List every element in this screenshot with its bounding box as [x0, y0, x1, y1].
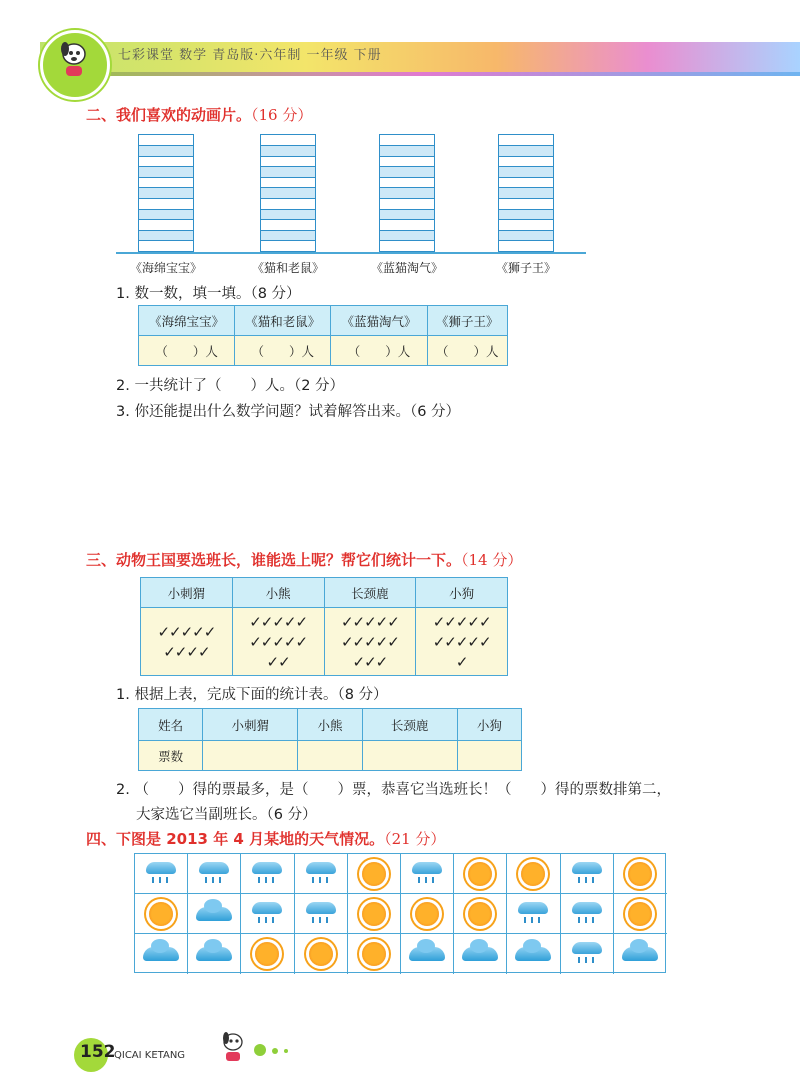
bar-column[interactable] — [260, 134, 316, 252]
stat-header: 长颈鹿 — [362, 709, 457, 741]
rain-icon — [570, 902, 604, 926]
cloud-icon — [462, 947, 498, 961]
rain-icon — [304, 902, 338, 926]
vote-input-cell[interactable] — [457, 741, 521, 771]
weather-cell — [507, 934, 560, 974]
tick-line: ✓✓✓✓✓ — [157, 622, 216, 641]
bar-column[interactable] — [138, 134, 194, 252]
weather-cell — [348, 894, 401, 934]
bar-cell[interactable] — [499, 178, 553, 189]
dog-mascot-icon — [56, 40, 92, 80]
cloud-icon — [196, 947, 232, 961]
weather-cell — [507, 894, 560, 934]
bar-cell[interactable] — [499, 241, 553, 252]
cloud-icon — [515, 947, 551, 961]
bar-cell[interactable] — [380, 241, 434, 252]
sun-icon — [309, 942, 333, 966]
tick-line: ✓✓✓✓✓ — [249, 612, 308, 631]
question-3-1: 1. 根据上表，完成下面的统计表。（8 分） — [116, 687, 388, 703]
weather-grid — [134, 853, 666, 973]
weather-cell — [188, 934, 241, 974]
bar-cell[interactable] — [261, 210, 315, 221]
weather-cell — [241, 854, 294, 894]
bar-cell[interactable] — [380, 146, 434, 157]
bar-cell[interactable] — [261, 231, 315, 242]
chart-baseline — [116, 252, 586, 254]
bar-column[interactable] — [379, 134, 435, 252]
bar-cell[interactable] — [261, 157, 315, 168]
sun-icon — [255, 942, 279, 966]
page-number: 152 — [80, 1042, 116, 1062]
cartoon-count-table — [138, 305, 508, 366]
weather-cell — [295, 894, 348, 934]
tick-line: ✓✓✓✓✓ — [432, 612, 491, 631]
bar-cell[interactable] — [139, 157, 193, 168]
sun-icon — [628, 902, 652, 926]
section-3-points: （14 分） — [461, 551, 523, 569]
weather-cell — [561, 854, 614, 894]
bar-cell[interactable] — [139, 178, 193, 189]
stat-header: 姓名 — [139, 709, 203, 741]
tick-line: ✓✓✓✓✓ — [249, 632, 308, 651]
bar-cell[interactable] — [139, 199, 193, 210]
bar-cell[interactable] — [139, 241, 193, 252]
bar-cell[interactable] — [380, 157, 434, 168]
rain-icon — [570, 942, 604, 966]
section-2-points: （16 分） — [251, 106, 313, 124]
tick-cell — [324, 608, 416, 676]
answer-cell[interactable]: （ ）人 — [427, 336, 507, 366]
weather-cell — [188, 894, 241, 934]
bar-cell[interactable] — [139, 167, 193, 178]
cloud-icon — [622, 947, 658, 961]
bar-cell[interactable] — [380, 220, 434, 231]
sun-icon — [468, 902, 492, 926]
answer-cell[interactable]: （ ）人 — [139, 336, 235, 366]
header-cell: 《海绵宝宝》 — [139, 306, 235, 336]
question-3-2-line2: 大家选它当副班长。（6 分） — [136, 807, 317, 823]
section-3-title — [86, 549, 522, 570]
section-2-title — [86, 104, 312, 125]
tick-line: ✓✓✓✓✓ — [340, 612, 399, 631]
bar-cell[interactable] — [380, 178, 434, 189]
bar-cell[interactable] — [380, 210, 434, 221]
bar-cell[interactable] — [380, 135, 434, 146]
sun-icon — [362, 902, 386, 926]
tick-cell — [232, 608, 324, 676]
weather-cell — [401, 894, 454, 934]
sun-icon — [362, 942, 386, 966]
header-cell: 《狮子王》 — [427, 306, 507, 336]
weather-cell — [348, 854, 401, 894]
vote-stat-table — [138, 708, 522, 771]
bar-cell[interactable] — [380, 167, 434, 178]
weather-cell — [135, 854, 188, 894]
animal-header: 小熊 — [232, 578, 324, 608]
bar-label: 《猫和老鼠》 — [251, 261, 324, 275]
weather-cell — [401, 854, 454, 894]
tick-line: ✓✓✓✓✓ — [432, 632, 491, 651]
bar-label: 《海绵宝宝》 — [129, 261, 202, 275]
header-underline — [40, 72, 800, 76]
decor-dot — [254, 1044, 266, 1056]
cloud-icon — [196, 907, 232, 921]
cloud-icon — [143, 947, 179, 961]
stat-header: 小刺猬 — [203, 709, 298, 741]
bar-cell[interactable] — [139, 210, 193, 221]
book-title: 七彩课堂 数学 青岛版·六年制 一年级 下册 — [118, 48, 382, 63]
question-3-2-line1: 2. （ ）得的票最多，是（ ）票，恭喜它当选班长！（ ）得的票数排第二， — [116, 782, 671, 798]
question-2-2: 2. 一共统计了（ ）人。（2 分） — [116, 378, 345, 394]
stat-header: 小熊 — [298, 709, 362, 741]
bar-cell[interactable] — [261, 188, 315, 199]
decor-dot — [272, 1048, 278, 1054]
bar-cell[interactable] — [499, 220, 553, 231]
animal-header: 小刺猬 — [141, 578, 233, 608]
bar-cell[interactable] — [261, 146, 315, 157]
bar-cell[interactable] — [499, 167, 553, 178]
rain-icon — [197, 862, 231, 886]
bar-cell[interactable] — [499, 135, 553, 146]
sun-icon — [362, 862, 386, 886]
sun-icon — [521, 862, 545, 886]
weather-cell — [614, 854, 667, 894]
animal-header: 长颈鹿 — [324, 578, 416, 608]
weather-cell — [188, 854, 241, 894]
question-2-1: 1. 数一数，填一填。（8 分） — [116, 286, 301, 302]
stat-header: 小狗 — [457, 709, 521, 741]
weather-cell — [295, 854, 348, 894]
weather-cell — [614, 894, 667, 934]
bar-cell[interactable] — [139, 146, 193, 157]
weather-cell — [614, 934, 667, 974]
bar-cell[interactable] — [499, 231, 553, 242]
weather-cell — [561, 934, 614, 974]
bar-cell[interactable] — [380, 231, 434, 242]
vote-input-cell[interactable] — [362, 741, 457, 771]
bar-cell[interactable] — [499, 188, 553, 199]
weather-cell — [241, 894, 294, 934]
weather-cell — [401, 934, 454, 974]
bar-label: 《狮子王》 — [495, 261, 556, 275]
section-4-points: （21 分） — [384, 830, 446, 848]
cloud-icon — [409, 947, 445, 961]
vote-input-cell[interactable] — [298, 741, 362, 771]
tick-cell — [141, 608, 233, 676]
rain-icon — [144, 862, 178, 886]
vote-tally-table — [140, 577, 508, 676]
footer-brand: QICAI KETANG — [114, 1050, 186, 1061]
weather-cell — [454, 854, 507, 894]
rain-icon — [516, 902, 550, 926]
header-cell: 《猫和老鼠》 — [235, 306, 331, 336]
section-4-heading: 四、下图是 2013 年 4 月某地的天气情况。 — [86, 830, 385, 848]
bar-cell[interactable] — [261, 241, 315, 252]
decor-dot — [284, 1049, 288, 1053]
tick-line: ✓✓ — [266, 652, 290, 671]
dog-mascot-icon — [218, 1030, 248, 1066]
rain-icon — [570, 862, 604, 886]
rain-icon — [304, 862, 338, 886]
bar-cell[interactable] — [139, 220, 193, 231]
sun-icon — [415, 902, 439, 926]
bar-cell[interactable] — [380, 199, 434, 210]
bar-cell[interactable] — [139, 135, 193, 146]
section-4-title — [86, 828, 445, 849]
weather-cell — [561, 894, 614, 934]
vote-input-cell[interactable] — [203, 741, 298, 771]
stat-row-label: 票数 — [139, 741, 203, 771]
sun-icon — [468, 862, 492, 886]
answer-cell[interactable]: （ ）人 — [235, 336, 331, 366]
bar-column[interactable] — [498, 134, 554, 252]
tick-line: ✓✓✓ — [352, 652, 388, 671]
question-2-3: 3. 你还能提出什么数学问题？试着解答出来。（6 分） — [116, 404, 461, 420]
section-2-heading: 二、我们喜欢的动画片。 — [86, 106, 252, 124]
bar-cell[interactable] — [499, 210, 553, 221]
weather-cell — [454, 934, 507, 974]
weather-cell — [135, 894, 188, 934]
bar-cell[interactable] — [261, 167, 315, 178]
bar-label: 《蓝猫淘气》 — [370, 261, 443, 275]
bar-cell[interactable] — [261, 135, 315, 146]
rain-icon — [250, 862, 284, 886]
bar-cell[interactable] — [261, 199, 315, 210]
bar-cell[interactable] — [499, 199, 553, 210]
weather-cell — [348, 934, 401, 974]
section-3-heading: 三、动物王国要选班长，谁能选上呢？帮它们统计一下。 — [86, 551, 462, 569]
weather-cell — [135, 934, 188, 974]
weather-cell — [295, 934, 348, 974]
tick-cell — [416, 608, 508, 676]
tick-line: ✓✓✓✓✓ — [340, 632, 399, 651]
bar-cell[interactable] — [261, 178, 315, 189]
bar-cell[interactable] — [499, 146, 553, 157]
header-cell: 《蓝猫淘气》 — [331, 306, 427, 336]
weather-cell — [241, 934, 294, 974]
bar-cell[interactable] — [139, 231, 193, 242]
sun-icon — [149, 902, 173, 926]
weather-cell — [454, 894, 507, 934]
weather-cell — [507, 854, 560, 894]
sun-icon — [628, 862, 652, 886]
rain-icon — [410, 862, 444, 886]
bar-cell[interactable] — [139, 188, 193, 199]
rain-icon — [250, 902, 284, 926]
bar-cell[interactable] — [380, 188, 434, 199]
answer-cell[interactable]: （ ）人 — [331, 336, 427, 366]
bar-cell[interactable] — [261, 220, 315, 231]
tick-line: ✓✓✓✓ — [163, 642, 210, 661]
animal-header: 小狗 — [416, 578, 508, 608]
tick-line: ✓ — [455, 652, 468, 671]
bar-cell[interactable] — [499, 157, 553, 168]
